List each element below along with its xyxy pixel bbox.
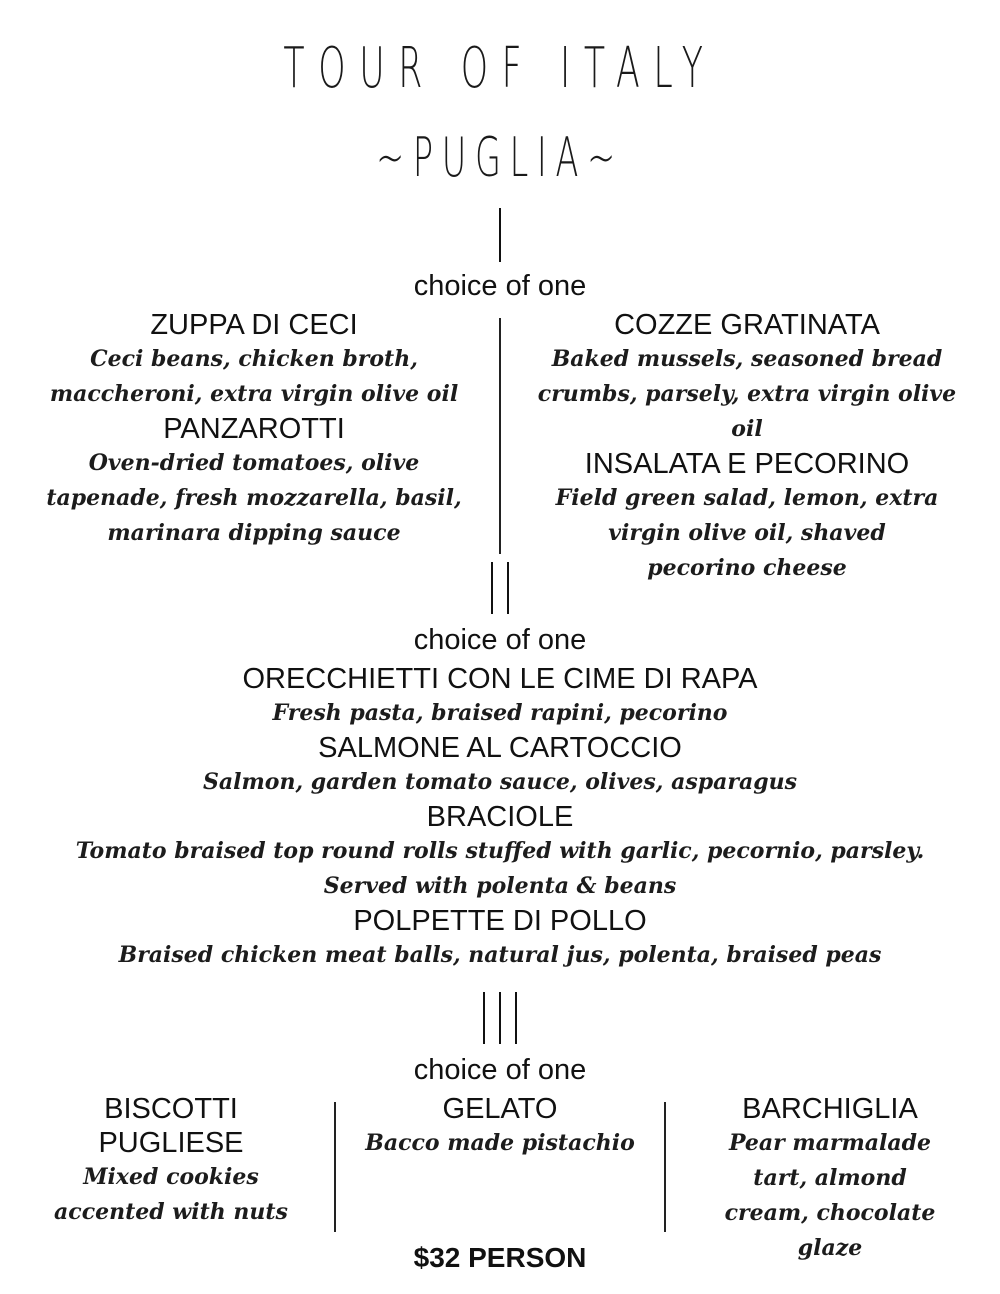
item-description: Oven-dried tomatoes, olive tapenade, fresh mozzarella, basil, marinara dipping sauce xyxy=(46,450,462,546)
course-1-right-column xyxy=(522,308,972,586)
item-name: BARCHIGLIA xyxy=(742,1093,918,1125)
item-description: Salmon, garden tomato sauce, olives, asparagus xyxy=(203,769,797,795)
menu-subtitle: ~PUGLIA~ xyxy=(376,126,624,189)
item-name: GELATO xyxy=(442,1093,558,1125)
course-3-column-1 xyxy=(40,1092,302,1230)
item-name: POLPETTE DI POLLO xyxy=(353,905,647,937)
item-description: Pear marmalade tart, almond cream, chocolate glaze xyxy=(724,1130,936,1261)
course-1-choice-label: choice of one xyxy=(413,270,587,302)
item-name: BISCOTTI PUGLIESE xyxy=(98,1093,244,1159)
item-name: SALMONE AL CARTOCCIO xyxy=(318,732,682,764)
course-1-numeral xyxy=(0,208,1000,262)
course-2-list xyxy=(40,662,960,973)
item-name: PANZAROTTI xyxy=(163,413,345,445)
course-3-column-2 xyxy=(352,1092,648,1161)
course-3-column-3 xyxy=(690,1092,970,1266)
item-description: Baked mussels, seasoned bread crumbs, parsely, extra virgin olive oil xyxy=(537,346,957,442)
course-3-choice-label: choice of one xyxy=(413,1054,587,1086)
item-name: ZUPPA DI CECI xyxy=(150,309,358,341)
item-description: Ceci beans, chicken broth, maccheroni, extra virgin olive oil xyxy=(49,346,459,407)
item-description: Mixed cookies accented with nuts xyxy=(54,1164,288,1225)
item-description: Fresh pasta, braised rapini, pecorino xyxy=(272,700,728,726)
course-3-divider-right xyxy=(664,1102,666,1232)
course-2-numeral xyxy=(0,562,1000,614)
item-name: ORECCHIETTI CON LE CIME DI RAPA xyxy=(242,663,758,695)
course-3-divider-left xyxy=(334,1102,336,1232)
item-description: Braised chicken meat balls, natural jus, polenta, braised peas xyxy=(118,942,882,968)
price: $32 PERSON xyxy=(413,1242,587,1273)
course-2-choice-label: choice of one xyxy=(413,624,587,656)
course-3-numeral xyxy=(0,992,1000,1044)
menu-title: TOUR OF ITALY xyxy=(283,36,717,101)
item-name: INSALATA E PECORINO xyxy=(584,448,910,480)
course-1-divider xyxy=(499,318,501,554)
item-name: BRACIOLE xyxy=(426,801,574,833)
item-name: COZZE GRATINATA xyxy=(614,309,880,341)
course-1-left-column xyxy=(30,308,478,551)
item-description: Field green salad, lemon, extra virgin olive oil, shaved pecorino cheese xyxy=(555,485,939,581)
item-description: Tomato braised top round rolls stuffed with garlic, pecornio, parsley. Served with polenta & beans xyxy=(75,838,925,899)
item-description: Bacco made pistachio xyxy=(365,1130,635,1156)
